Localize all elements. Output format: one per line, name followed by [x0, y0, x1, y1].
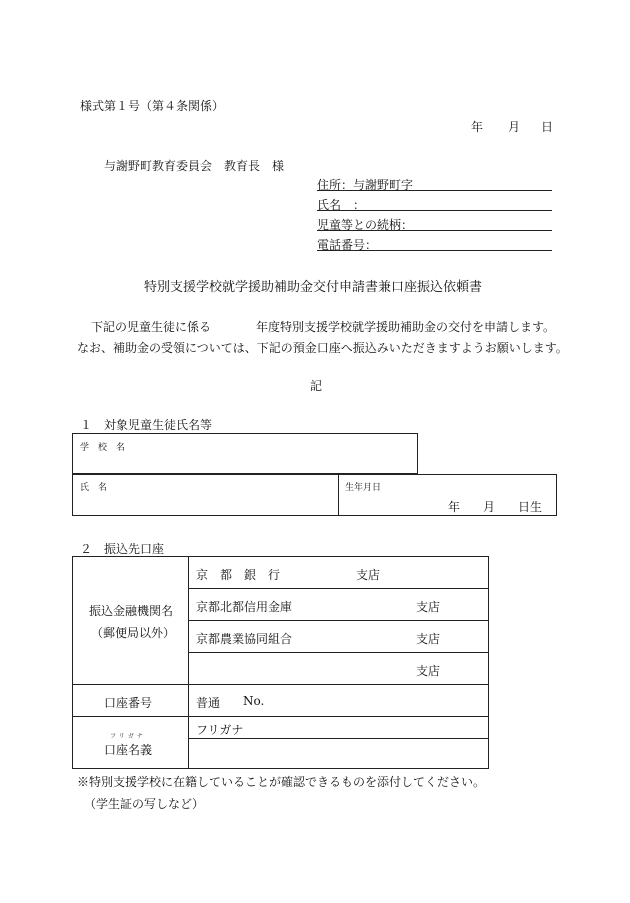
institution-label: 振込金融機関名 [89, 604, 174, 618]
student-info-divider [338, 474, 339, 516]
applicant-relationship-label: 児童等との続柄： [317, 218, 414, 232]
applicant-name-label: 氏名 ： [317, 198, 366, 212]
furigana-label: フリガナ [196, 723, 244, 737]
bank-row-divider-2 [188, 620, 489, 621]
document-title: 特別支援学校就学援助補助金交付申請書兼口座振込依頼書 [144, 280, 483, 295]
student-name-label: 氏 名 [80, 483, 108, 493]
bank-2-branch: 支店 [416, 600, 441, 614]
applicant-phone-underline [317, 250, 552, 251]
furigana-divider [188, 738, 489, 739]
section1-heading: １ 対象児童生徒氏名等 [80, 418, 213, 432]
account-number-row-top [72, 684, 489, 685]
birth-year: 年 [448, 500, 461, 514]
bank-1-branch: 支店 [356, 568, 381, 582]
bank-3-name: 京都農業協同組合 [196, 632, 293, 646]
account-holder-label: 口座名義 [104, 743, 153, 757]
account-holder-row-top [72, 716, 489, 717]
body-line2: なお、補助金の受領については、下記の預金口座へ振込みいただきますようお願いします。 [77, 341, 568, 355]
account-type: 普通 [196, 696, 221, 710]
account-number-prefix: No. [243, 694, 265, 708]
holder-ruby: フリガナ [110, 733, 146, 740]
note-example: （学生証の写しなど） [84, 797, 205, 811]
date-day: 日 [541, 120, 554, 134]
date-month: 月 [508, 120, 521, 134]
birth-day: 日生 [518, 500, 543, 514]
body-line1-a: 下記の児童生徒に係る [91, 320, 212, 334]
bank-3-branch: 支店 [416, 632, 441, 646]
birthdate-label: 生年月日 [345, 483, 382, 493]
body-line1-b: 年度特別支援学校就学援助補助金の交付を申請します。 [256, 320, 556, 334]
applicant-address-underline [317, 190, 552, 191]
addressee: 与謝野町教育委員会 教育長 様 [104, 159, 285, 173]
applicant-name-underline [317, 210, 552, 211]
birth-month: 月 [483, 500, 496, 514]
date-year: 年 [471, 120, 484, 134]
account-number-label: 口座番号 [104, 696, 153, 710]
applicant-address-label: 住所：与謝野町字 [317, 178, 414, 192]
bank-row-divider-3 [188, 652, 489, 653]
bank-1-name: 京 都 銀 行 [196, 568, 281, 582]
bank-2-name: 京都北都信用金庫 [196, 600, 293, 614]
school-name-label: 学 校 名 [80, 443, 126, 453]
bank-4-branch: 支店 [416, 664, 441, 678]
ki-heading: 記 [310, 379, 323, 393]
section2-heading: ２ 振込先口座 [80, 542, 165, 556]
applicant-phone-label: 電話番号： [317, 238, 378, 252]
form-number: 様式第１号（第４条関係） [80, 99, 225, 113]
bank-row-divider-1 [188, 588, 489, 589]
institution-note: （郵便局以外） [91, 626, 176, 640]
applicant-relationship-underline [317, 230, 552, 231]
note-attachment: ※特別支援学校に在籍していることが確認できるものを添付してください。 [77, 775, 486, 789]
